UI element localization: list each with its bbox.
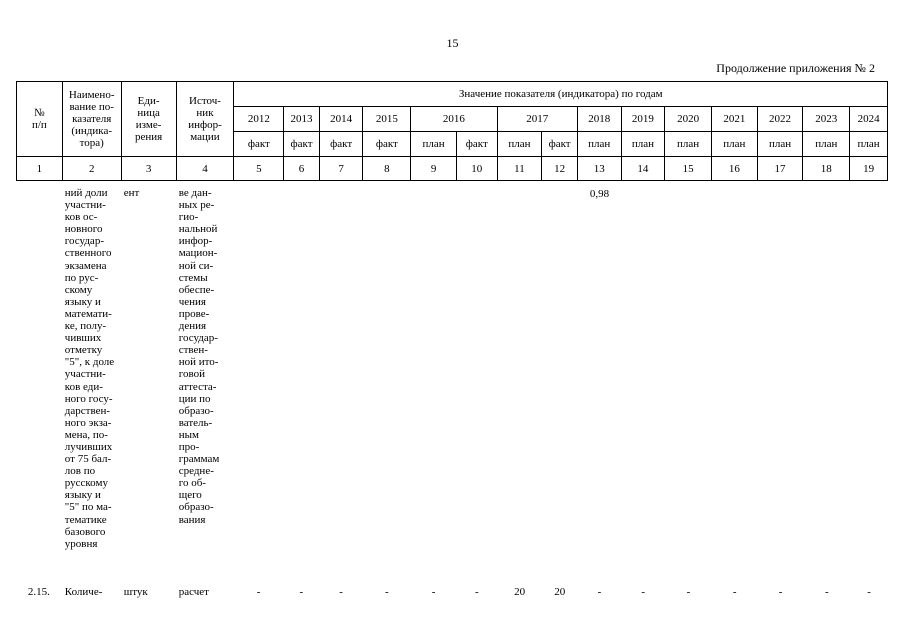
value-cell: - xyxy=(475,586,479,598)
value-cell xyxy=(758,187,804,581)
year-2020: 2020 xyxy=(665,107,712,132)
type-cell: факт xyxy=(234,132,284,157)
year-2012: 2012 xyxy=(234,107,284,132)
column-number-cell: 14 xyxy=(621,157,665,181)
year-2022: 2022 xyxy=(757,107,803,132)
value-cell: - xyxy=(641,586,646,598)
row-number: 2.15. xyxy=(27,586,50,598)
column-number-cell: 4 xyxy=(176,157,234,181)
value-cell xyxy=(363,187,411,581)
year-2019: 2019 xyxy=(621,107,665,132)
value-cell xyxy=(284,187,320,581)
header-col-number: № п/п xyxy=(17,82,63,157)
value-cell xyxy=(497,187,542,581)
value-cell xyxy=(542,187,578,581)
year-2021: 2021 xyxy=(711,107,757,132)
type-cell: план xyxy=(497,132,542,157)
indicator-name: ний доли участни- ков ос- новного государ- ственного экзамена по рус- скому языку и математи- ке, полу- чивших отметку "5", к доле участни- ков еди- ного госу- дарствен- ного экза- мена, по- лучивших от 75 бал- лов по русскому языку и "5" по ма- тематике базового уровня xyxy=(64,187,115,550)
value-cell xyxy=(712,187,758,581)
type-cell: план xyxy=(411,132,457,157)
source-cell: расчет xyxy=(178,585,209,598)
type-cell: план xyxy=(621,132,665,157)
value-cell xyxy=(457,187,498,581)
column-number-cell: 11 xyxy=(497,157,542,181)
year-2015: 2015 xyxy=(363,107,411,132)
table-row xyxy=(16,187,888,581)
year-2017: 2017 xyxy=(497,107,577,132)
page-number: 15 xyxy=(446,36,459,50)
value-cell xyxy=(850,187,888,581)
type-cell: факт xyxy=(363,132,411,157)
type-cell: план xyxy=(577,132,621,157)
value-cell xyxy=(665,187,712,581)
header-values-group: Значение показателя (индикатора) по годам xyxy=(234,82,888,107)
year-2023: 2023 xyxy=(803,107,850,132)
value-cell: - xyxy=(256,586,261,598)
value-cell: - xyxy=(384,586,389,598)
indicator-name: Количе- xyxy=(64,585,103,598)
column-number-cell: 3 xyxy=(121,157,176,181)
column-number-cell: 8 xyxy=(363,157,411,181)
column-number-cell: 15 xyxy=(665,157,712,181)
value-cell: - xyxy=(778,586,783,598)
column-number-cell: 7 xyxy=(319,157,363,181)
value-cell xyxy=(803,187,850,581)
column-number-cell: 9 xyxy=(411,157,457,181)
type-cell: факт xyxy=(284,132,320,157)
column-number-cell: 2 xyxy=(62,157,121,181)
column-number-cell: 6 xyxy=(284,157,320,181)
value-cell: - xyxy=(431,586,436,598)
value-cell xyxy=(234,187,284,581)
type-cell: план xyxy=(803,132,850,157)
value-cell: 20 xyxy=(514,586,526,598)
year-2014: 2014 xyxy=(319,107,363,132)
column-number-cell: 1 xyxy=(17,157,63,181)
column-number-cell: 18 xyxy=(803,157,850,181)
value-cell: - xyxy=(339,586,343,598)
header-col-source: Источ- ник инфор- мации xyxy=(176,82,234,157)
unit-cell: ент xyxy=(123,187,140,199)
value-cell: 0,98 xyxy=(589,188,610,200)
value-cell: - xyxy=(299,586,304,598)
column-number-cell: 12 xyxy=(542,157,578,181)
value-cell: - xyxy=(867,586,871,598)
column-number-cell: 16 xyxy=(711,157,757,181)
value-cell: - xyxy=(732,586,737,598)
continuation-label: Продолжение приложения № 2 xyxy=(716,61,875,75)
year-2024: 2024 xyxy=(850,107,888,132)
type-cell: план xyxy=(665,132,712,157)
column-number-cell: 5 xyxy=(234,157,284,181)
type-cell: план xyxy=(850,132,888,157)
row-number xyxy=(16,187,62,581)
source-cell: ве дан- ных ре- гио- нальной инфор- мацион- ной си- стемы обеспе- чения прове- дения государ- ствен- ной ито- говой аттеста- ции по образо- ватель- ным про- граммам средне- го об- щего образо- вания xyxy=(178,187,220,526)
column-number-cell: 17 xyxy=(757,157,803,181)
column-number-cell: 13 xyxy=(577,157,621,181)
type-cell: план xyxy=(711,132,757,157)
indicator-table-header xyxy=(16,81,888,181)
type-cell: факт xyxy=(456,132,497,157)
year-2018: 2018 xyxy=(577,107,621,132)
value-cell xyxy=(411,187,457,581)
year-2016: 2016 xyxy=(411,107,497,132)
value-cell: 20 xyxy=(554,586,566,598)
unit-cell: штук xyxy=(123,585,148,598)
value-cell: - xyxy=(824,586,829,598)
column-number-cell: 10 xyxy=(456,157,497,181)
header-col-unit: Еди- ница изме- рения xyxy=(121,82,176,157)
value-cell xyxy=(621,187,665,581)
table-row xyxy=(16,581,888,603)
header-col-name: Наимено- вание по- казателя (индика- тора) xyxy=(62,82,121,157)
column-number-cell: 19 xyxy=(850,157,888,181)
type-cell: план xyxy=(757,132,803,157)
year-2013: 2013 xyxy=(284,107,320,132)
indicator-table-body xyxy=(16,187,888,603)
value-cell: - xyxy=(686,586,691,598)
value-cell: - xyxy=(597,586,602,598)
type-cell: факт xyxy=(319,132,363,157)
type-cell: факт xyxy=(542,132,578,157)
value-cell xyxy=(319,187,363,581)
